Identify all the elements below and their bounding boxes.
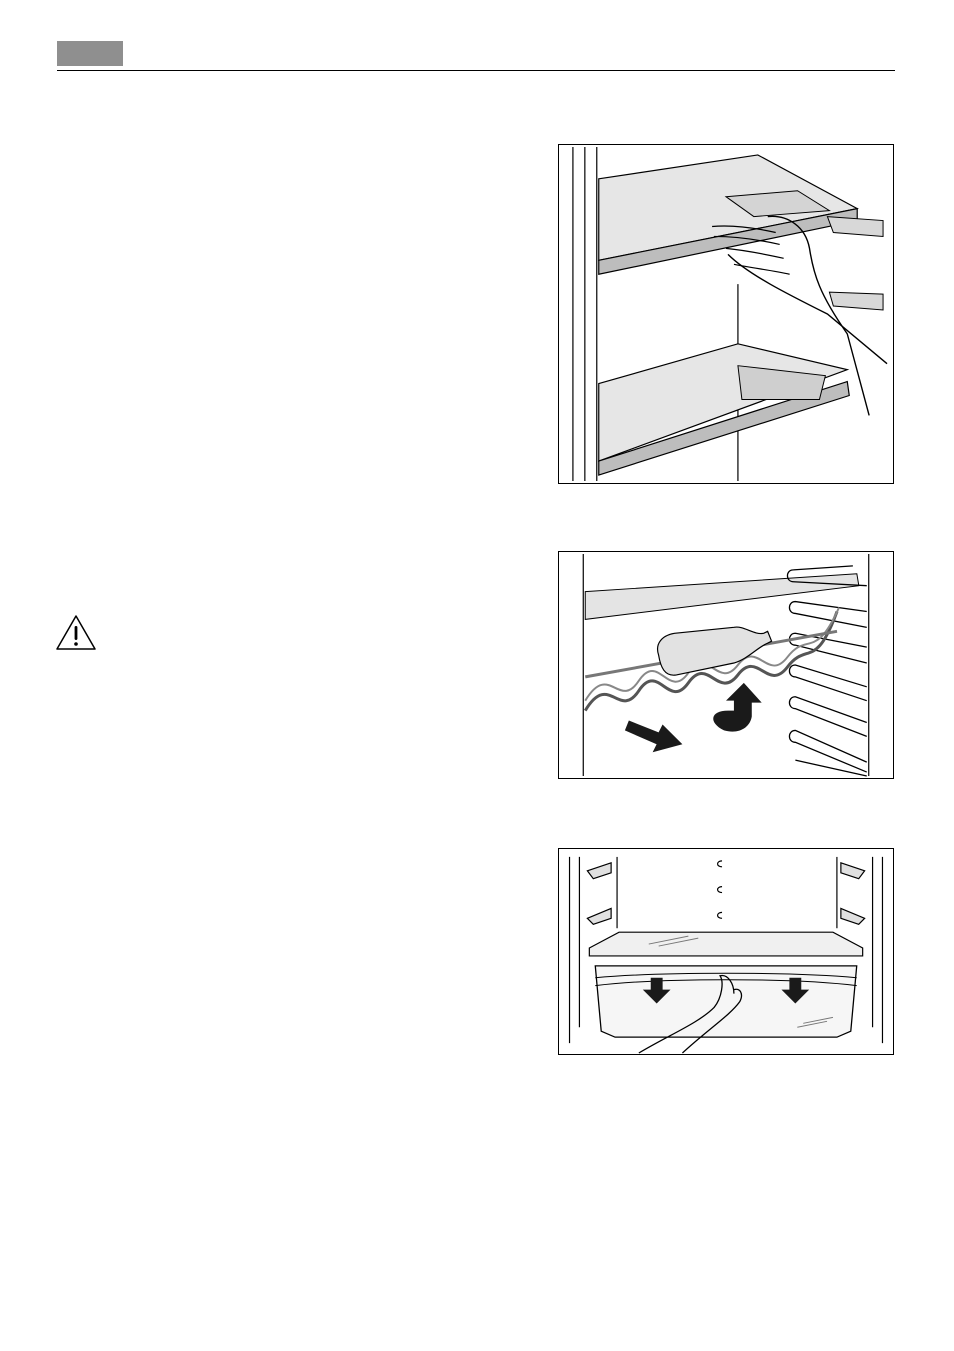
shelf-removal-figure — [558, 144, 894, 484]
crisper-drawer-illustration — [559, 849, 893, 1054]
bottle-rack-figure — [558, 551, 894, 779]
bottle-rack-illustration — [559, 552, 893, 778]
section-header-tab — [57, 41, 123, 66]
header-rule — [57, 70, 895, 71]
warning-triangle-icon — [55, 614, 97, 652]
shelf-removal-illustration — [559, 145, 893, 483]
crisper-drawer-figure — [558, 848, 894, 1055]
